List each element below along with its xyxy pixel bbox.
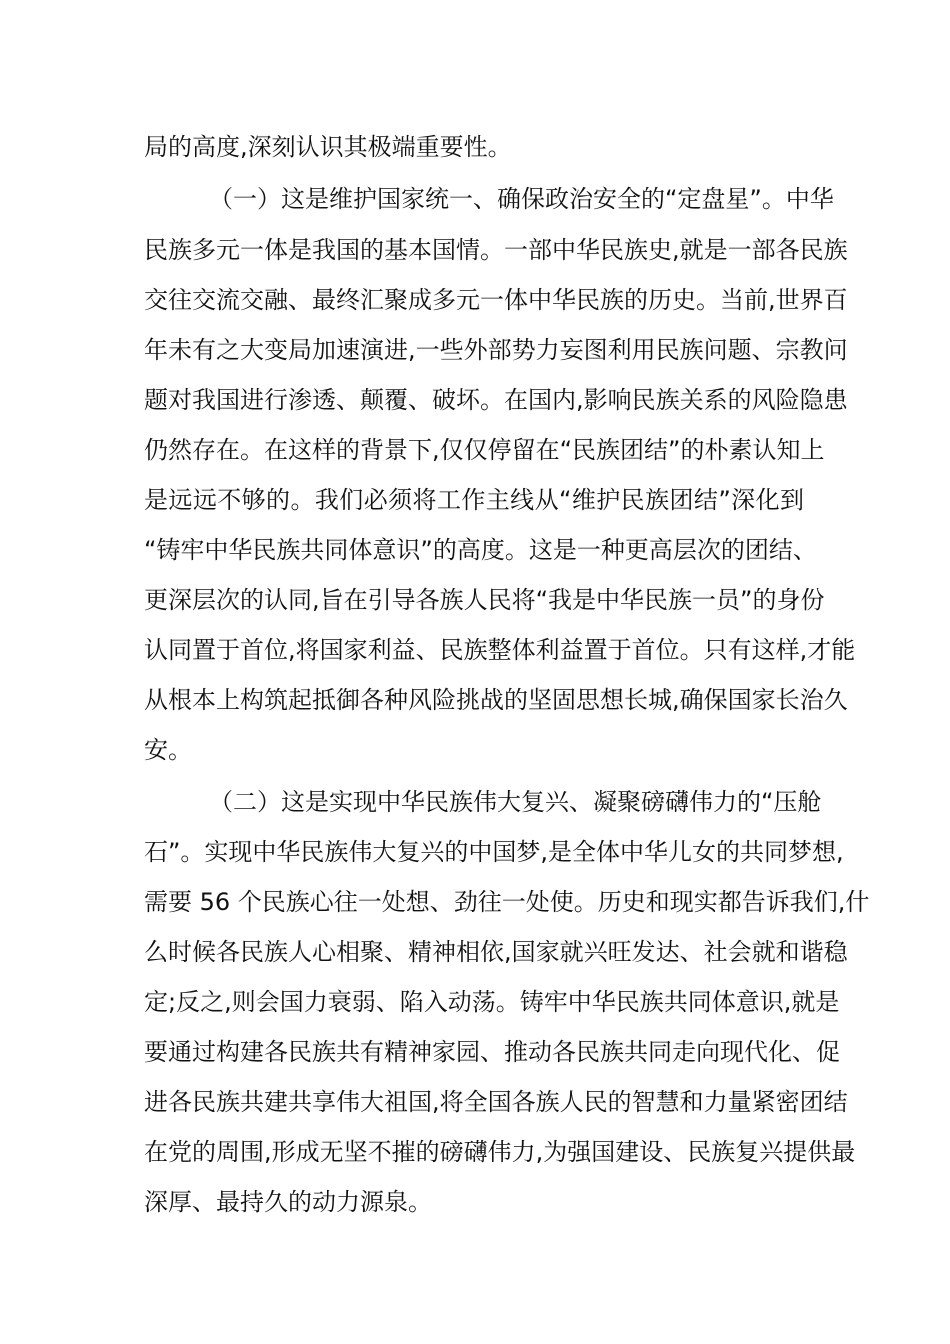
paragraph-line: 么时候各民族人心相聚、精神相依,国家就兴旺发达、社会就和谐稳 [144,938,848,966]
paragraph-line: 在党的周围,形成无坚不摧的磅礴伟力,为强国建设、民族复兴提供最 [144,1138,856,1166]
paragraph-line: 更深层次的认同,旨在引导各族人民将“我是中华民族一员”的身份 [144,586,825,614]
paragraph-line: 交往交流交融、最终汇聚成多元一体中华民族的历史。当前,世界百 [144,286,848,314]
paragraph-line: 认同置于首位,将国家利益、民族整体利益置于首位。只有这样,才能 [144,636,856,664]
paragraph-line: 题对我国进行渗透、颠覆、破坏。在国内,影响民族关系的风险隐患 [144,386,848,414]
paragraph-line: 仍然存在。在这样的背景下,仅仅停留在“民族团结”的朴素认知上 [144,436,825,464]
paragraph-line: （一）这是维护国家统一、确保政治安全的“定盘星”。中华 [209,185,834,213]
paragraph-line: 石”。实现中华民族伟大复兴的中国梦,是全体中华儿女的共同梦想, [144,838,844,866]
paragraph-line: 民族多元一体是我国的基本国情。一部中华民族史,就是一部各民族 [144,236,848,264]
paragraph-line: 年未有之大变局加速演进,一些外部势力妄图利用民族问题、宗教问 [144,336,848,364]
paragraph-line: 深厚、最持久的动力源泉。 [144,1188,432,1216]
paragraph-line: 需要 56 个民族心往一处想、劲往一处使。历史和现实都告诉我们,什 [144,888,870,916]
paragraph-line: “铸牢中华民族共同体意识”的高度。这是一种更高层次的团结、 [144,536,817,564]
paragraph-line: 从根本上构筑起抵御各种风险挑战的坚固思想长城,确保国家长治久 [144,686,848,714]
paragraph-line: 是远远不够的。我们必须将工作主线从“维护民族团结”深化到 [144,486,804,514]
paragraph-line: 定;反之,则会国力衰弱、陷入动荡。铸牢中华民族共同体意识,就是 [144,988,840,1016]
paragraph-line: （二）这是实现中华民族伟大复兴、凝聚磅礴伟力的“压舱 [209,788,822,816]
paragraph-line: 要通过构建各民族共有精神家园、推动各民族共同走向现代化、促 [144,1038,840,1066]
paragraph-line: 局的高度,深刻认识其极端重要性。 [144,133,512,161]
paragraph-line: 进各民族共建共享伟大祖国,将全国各族人民的智慧和力量紧密团结 [144,1088,848,1116]
paragraph-line: 安。 [144,736,192,764]
